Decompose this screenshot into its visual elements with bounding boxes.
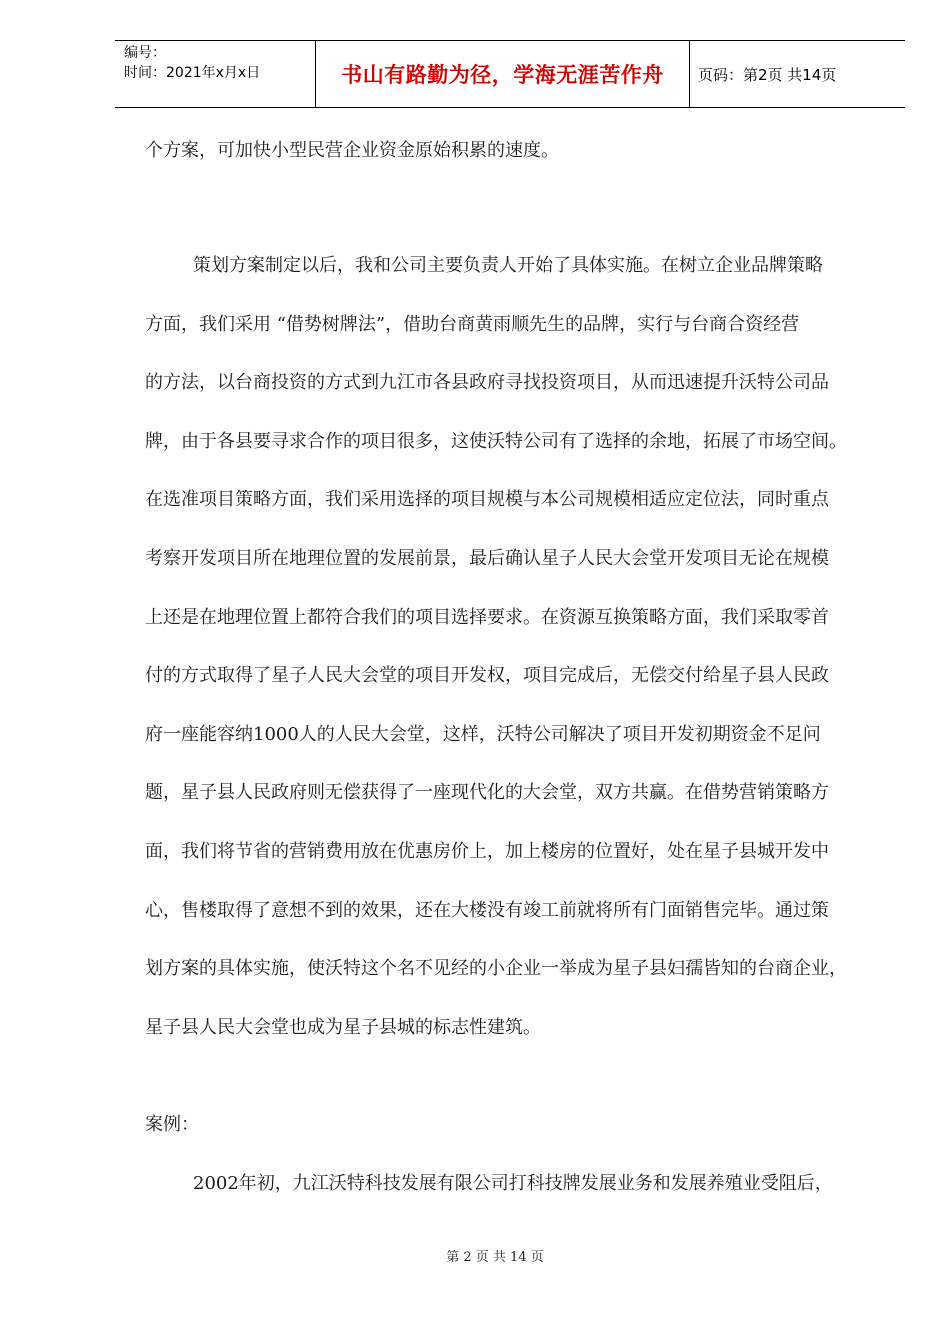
text-line: 2002年初，九江沃特科技发展有限公司打科技牌发展业务和发展养殖业受阻后， — [193, 1173, 833, 1194]
text-line: 上还是在地理位置上都符合我们的项目选择要求。在资源互换策略方面，我们采取零首 — [145, 606, 829, 628]
text-line: 方面，我们采用 “借势树牌法”，借助台商黄雨顺先生的品牌，实行与台商合资经营 — [145, 313, 800, 335]
text-line: 策划方案制定以后，我和公司主要负责人开始了具体实施。在树立企业品牌策略 — [193, 255, 823, 276]
case-heading — [145, 1096, 885, 1155]
paragraph-3 — [145, 1155, 885, 1214]
page-header — [115, 40, 905, 108]
text-line: 付的方式取得了星子人民大会堂的项目开发权，项目完成后，无偿交付给星子县人民政 — [145, 665, 829, 687]
header-motto: 书山有路勤为径，学海无涯苦作舟 — [316, 41, 690, 107]
text-line: 个方案，可加快小型民营企业资金原始积累的速度。 — [145, 140, 559, 161]
text-line: 的方法，以台商投资的方式到九江市各县政府寻找投资项目，从而迅速提升沃特公司品 — [145, 372, 829, 394]
text-line: 面，我们将节省的营销费用放在优惠房价上，加上楼房的位置好，处在星子县城开发中 — [145, 840, 829, 862]
text-line: 划方案的具体实施，使沃特这个名不见经的小企业一举成为星子县妇孺皆知的台商企业， — [145, 958, 847, 980]
text-line: 心，售楼取得了意想不到的效果，还在大楼没有竣工前就将所有门面销售完毕。通过策 — [145, 899, 829, 921]
text-line: 府一座能容纳1000人的人民大会堂，这样，沃特公司解决了项目开发初期资金不足问 — [145, 723, 821, 745]
number-label: 编号： — [124, 45, 166, 61]
page-footer: 第 2 页 共 14 页 — [446, 1250, 544, 1265]
text-line: 牌，由于各县要寻求合作的项目很多，这使沃特公司有了选择的余地，拓展了市场空间。 — [145, 430, 847, 452]
paragraph-1 — [145, 122, 885, 181]
text-line: 考察开发项目所在地理位置的发展前景，最后确认星子人民大会堂开发项目无论在规模 — [145, 547, 829, 569]
text-line: 星子县人民大会堂也成为星子县城的标志性建筑。 — [145, 1016, 541, 1038]
header-page-label: 页码：第2页 共14页 — [698, 65, 837, 84]
text-line: 题，星子县人民政府则无偿获得了一座现代化的大会堂，双方共赢。在借势营销策略方 — [145, 782, 829, 804]
time-label: 时间：2021年x月x日 — [124, 65, 261, 81]
case-label: 案例： — [145, 1114, 199, 1135]
paragraph-2 — [145, 237, 885, 1057]
text-line: 在选准项目策略方面，我们采用选择的项目规模与本公司规模相适应定位法，同时重点 — [145, 489, 829, 511]
header-meta — [115, 41, 316, 107]
